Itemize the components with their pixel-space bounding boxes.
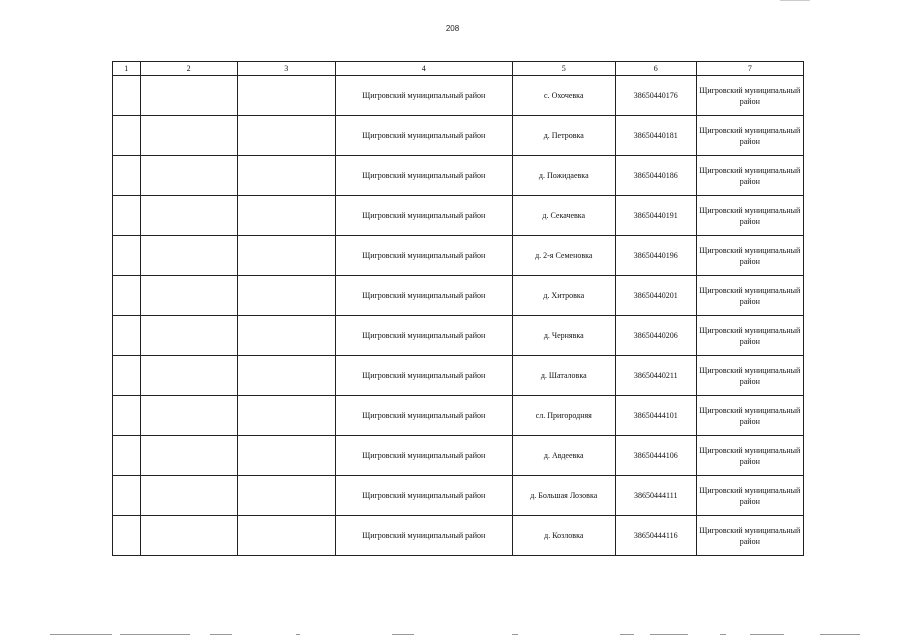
table-cell-col5: д. Пожидаевка xyxy=(512,156,615,196)
table-cell-col7: Щигровский муниципальный район xyxy=(696,436,803,476)
table-cell-col1 xyxy=(113,76,141,116)
scan-corner-mark xyxy=(780,0,810,1)
scan-mark xyxy=(512,634,518,635)
scan-mark xyxy=(210,634,232,635)
table-cell-col5: с. Охочевка xyxy=(512,76,615,116)
table-cell-col3 xyxy=(237,316,335,356)
table-cell-col1 xyxy=(113,476,141,516)
table-cell-col7: Щигровский муниципальный район xyxy=(696,516,803,556)
scan-artifact-strip xyxy=(0,633,905,637)
table-cell-col4: Щигровский муниципальный район xyxy=(335,276,512,316)
table-cell-col3 xyxy=(237,236,335,276)
scan-mark xyxy=(720,634,726,635)
scan-mark xyxy=(392,634,414,635)
table-cell-col4: Щигровский муниципальный район xyxy=(335,436,512,476)
column-header: 2 xyxy=(140,62,237,76)
table-cell-col5: сл. Пригородняя xyxy=(512,396,615,436)
table-cell-col5: д. Авдеевка xyxy=(512,436,615,476)
table-cell-col4: Щигровский муниципальный район xyxy=(335,196,512,236)
table-cell-col5: д. Шаталовка xyxy=(512,356,615,396)
table-row xyxy=(113,396,804,436)
table-cell-col2 xyxy=(140,516,237,556)
table-cell-col1 xyxy=(113,196,141,236)
table-cell-col7: Щигровский муниципальный район xyxy=(696,476,803,516)
table-cell-col6: 38650440201 xyxy=(615,276,696,316)
table-cell-col5: д. Большая Лозовка xyxy=(512,476,615,516)
table-cell-col3 xyxy=(237,116,335,156)
table-cell-col1 xyxy=(113,156,141,196)
table-cell-col5: д. Петровка xyxy=(512,116,615,156)
table-cell-col1 xyxy=(113,276,141,316)
table-cell-col4: Щигровский муниципальный район xyxy=(335,236,512,276)
table-cell-col6: 38650440211 xyxy=(615,356,696,396)
table-cell-col2 xyxy=(140,316,237,356)
scan-mark xyxy=(50,634,112,635)
table-cell-col7: Щигровский муниципальный район xyxy=(696,76,803,116)
table-cell-col1 xyxy=(113,356,141,396)
table-cell-col7: Щигровский муниципальный район xyxy=(696,196,803,236)
table-cell-col7: Щигровский муниципальный район xyxy=(696,116,803,156)
table-cell-col3 xyxy=(237,396,335,436)
table-cell-col1 xyxy=(113,116,141,156)
table-cell-col4: Щигровский муниципальный район xyxy=(335,476,512,516)
table-cell-col7: Щигровский муниципальный район xyxy=(696,156,803,196)
table-row xyxy=(113,76,804,116)
column-header: 5 xyxy=(512,62,615,76)
table-cell-col5: д. Хитровка xyxy=(512,276,615,316)
table-cell-col6: 38650440191 xyxy=(615,196,696,236)
table-cell-col7: Щигровский муниципальный район xyxy=(696,236,803,276)
column-header: 4 xyxy=(335,62,512,76)
table-cell-col3 xyxy=(237,76,335,116)
table-cell-col3 xyxy=(237,516,335,556)
table-cell-col2 xyxy=(140,116,237,156)
column-header: 6 xyxy=(615,62,696,76)
table-cell-col1 xyxy=(113,316,141,356)
table-cell-col4: Щигровский муниципальный район xyxy=(335,356,512,396)
table-cell-col2 xyxy=(140,276,237,316)
table-cell-col1 xyxy=(113,396,141,436)
table-cell-col1 xyxy=(113,436,141,476)
table-cell-col6: 38650440186 xyxy=(615,156,696,196)
table-cell-col4: Щигровский муниципальный район xyxy=(335,116,512,156)
table-cell-col3 xyxy=(237,356,335,396)
table-cell-col3 xyxy=(237,276,335,316)
table-cell-col5: д. Секачевка xyxy=(512,196,615,236)
table-cell-col7: Щигровский муниципальный район xyxy=(696,276,803,316)
table-cell-col4: Щигровский муниципальный район xyxy=(335,316,512,356)
column-header: 7 xyxy=(696,62,803,76)
table-cell-col2 xyxy=(140,76,237,116)
table-cell-col6: 38650440196 xyxy=(615,236,696,276)
table-cell-col3 xyxy=(237,436,335,476)
table-cell-col4: Щигровский муниципальный район xyxy=(335,76,512,116)
table-cell-col2 xyxy=(140,476,237,516)
scan-mark xyxy=(296,634,300,635)
scan-mark xyxy=(750,634,784,635)
table-header-row xyxy=(113,62,804,76)
table-cell-col4: Щигровский муниципальный район xyxy=(335,396,512,436)
table-row xyxy=(113,476,804,516)
table-cell-col6: 38650440176 xyxy=(615,76,696,116)
table-row xyxy=(113,516,804,556)
scan-mark xyxy=(650,634,688,635)
table-cell-col3 xyxy=(237,476,335,516)
table-cell-col4: Щигровский муниципальный район xyxy=(335,516,512,556)
table-cell-col7: Щигровский муниципальный район xyxy=(696,316,803,356)
table-row xyxy=(113,236,804,276)
table-cell-col6: 38650440206 xyxy=(615,316,696,356)
table-cell-col2 xyxy=(140,236,237,276)
table-body xyxy=(113,76,804,556)
table-cell-col5: д. Чернявка xyxy=(512,316,615,356)
document-table xyxy=(112,61,804,556)
table-cell-col5: д. Козловка xyxy=(512,516,615,556)
table-cell-col2 xyxy=(140,156,237,196)
table-cell-col3 xyxy=(237,156,335,196)
table-row xyxy=(113,116,804,156)
table-cell-col2 xyxy=(140,436,237,476)
table-cell-col2 xyxy=(140,396,237,436)
table-cell-col6: 38650444106 xyxy=(615,436,696,476)
table-cell-col5: д. 2-я Семеновка xyxy=(512,236,615,276)
table-row xyxy=(113,196,804,236)
table-cell-col6: 38650440181 xyxy=(615,116,696,156)
table-cell-col4: Щигровский муниципальный район xyxy=(335,156,512,196)
table-row xyxy=(113,276,804,316)
table-row xyxy=(113,156,804,196)
table-cell-col6: 38650444111 xyxy=(615,476,696,516)
table-cell-col1 xyxy=(113,516,141,556)
table-row xyxy=(113,356,804,396)
table-row xyxy=(113,436,804,476)
scan-mark xyxy=(120,634,190,635)
table-row xyxy=(113,316,804,356)
scan-mark xyxy=(620,634,634,635)
table-cell-col2 xyxy=(140,196,237,236)
table-cell-col3 xyxy=(237,196,335,236)
table-cell-col7: Щигровский муниципальный район xyxy=(696,356,803,396)
scan-mark xyxy=(820,634,860,635)
table-cell-col6: 38650444116 xyxy=(615,516,696,556)
column-header: 3 xyxy=(237,62,335,76)
column-header: 1 xyxy=(113,62,141,76)
table-cell-col6: 38650444101 xyxy=(615,396,696,436)
table-cell-col2 xyxy=(140,356,237,396)
page-number: 208 xyxy=(445,24,460,33)
table-cell-col7: Щигровский муниципальный район xyxy=(696,396,803,436)
table-cell-col1 xyxy=(113,236,141,276)
